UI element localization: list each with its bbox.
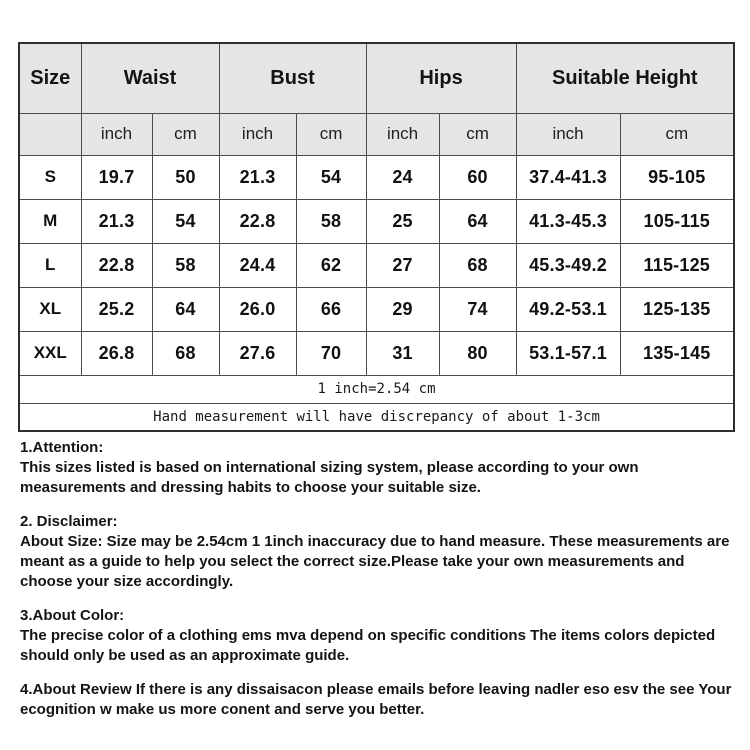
value-cell: 68	[152, 331, 219, 375]
value-cell: 105-115	[620, 199, 734, 243]
note-row-inch-conversion	[19, 375, 734, 403]
section-body: About Size: Size may be 2.54cm 1 1inch inaccuracy due to hand measure. These measurements are meant as a guide to help you select the correct size.Please take your own measurements and choose your size accordingly.	[20, 533, 730, 590]
size-chart-table	[18, 42, 735, 432]
value-cell: 68	[439, 243, 516, 287]
value-cell: 64	[439, 199, 516, 243]
value-cell: 70	[296, 331, 366, 375]
value-cell: 54	[152, 199, 219, 243]
size-cell: L	[19, 243, 81, 287]
size-cell: XL	[19, 287, 81, 331]
value-cell: 37.4-41.3	[516, 155, 620, 199]
unit-header-row	[19, 113, 734, 155]
value-cell: 41.3-45.3	[516, 199, 620, 243]
unit-header: cm	[439, 113, 516, 155]
table-row-s	[19, 155, 734, 199]
value-cell: 80	[439, 331, 516, 375]
section-heading: 3.About Color:	[20, 607, 125, 624]
value-cell: 19.7	[81, 155, 152, 199]
unit-header: inch	[219, 113, 296, 155]
value-cell: 115-125	[620, 243, 734, 287]
value-cell: 22.8	[219, 199, 296, 243]
header-row	[19, 43, 734, 113]
value-cell: 58	[152, 243, 219, 287]
value-cell: 27	[366, 243, 439, 287]
value-cell: 25.2	[81, 287, 152, 331]
table-row-l	[19, 243, 734, 287]
unit-header: inch	[81, 113, 152, 155]
section-about-color	[20, 606, 734, 666]
value-cell: 45.3-49.2	[516, 243, 620, 287]
value-cell: 31	[366, 331, 439, 375]
table-row-xxl	[19, 331, 734, 375]
value-cell: 62	[296, 243, 366, 287]
note-row-hand-measurement	[19, 403, 734, 431]
column-header-hips: Hips	[366, 43, 516, 113]
unit-header-empty	[19, 113, 81, 155]
unit-header: cm	[152, 113, 219, 155]
section-about-review	[20, 680, 734, 720]
column-header-bust: Bust	[219, 43, 366, 113]
value-cell: 26.8	[81, 331, 152, 375]
section-body: 4.About Review If there is any dissaisacon please emails before leaving nadler eso esv the see Your ecognition w make us more conent and serve you better.	[20, 681, 732, 718]
section-disclaimer	[20, 512, 734, 592]
value-cell: 24	[366, 155, 439, 199]
section-heading: 2. Disclaimer:	[20, 513, 118, 530]
column-header-suitable-height: Suitable Height	[516, 43, 734, 113]
value-cell: 64	[152, 287, 219, 331]
section-body: The precise color of a clothing ems mva depend on specific conditions The items colors depicted should only be used as an approximate guide.	[20, 627, 716, 664]
section-attention	[20, 438, 734, 498]
info-sections	[20, 438, 734, 734]
section-body: This sizes listed is based on international sizing system, please according to your own measurements and dressing habits to choose your suitable size.	[20, 459, 639, 496]
size-cell: M	[19, 199, 81, 243]
unit-header: inch	[516, 113, 620, 155]
column-header-size: Size	[19, 43, 81, 113]
value-cell: 66	[296, 287, 366, 331]
value-cell: 25	[366, 199, 439, 243]
column-header-waist: Waist	[81, 43, 219, 113]
value-cell: 26.0	[219, 287, 296, 331]
table-row-xl	[19, 287, 734, 331]
section-heading: 1.Attention:	[20, 439, 104, 456]
value-cell: 58	[296, 199, 366, 243]
value-cell: 29	[366, 287, 439, 331]
value-cell: 95-105	[620, 155, 734, 199]
value-cell: 21.3	[219, 155, 296, 199]
unit-header: inch	[366, 113, 439, 155]
value-cell: 125-135	[620, 287, 734, 331]
value-cell: 24.4	[219, 243, 296, 287]
size-cell: XXL	[19, 331, 81, 375]
size-cell: S	[19, 155, 81, 199]
value-cell: 60	[439, 155, 516, 199]
value-cell: 21.3	[81, 199, 152, 243]
value-cell: 27.6	[219, 331, 296, 375]
value-cell: 74	[439, 287, 516, 331]
value-cell: 135-145	[620, 331, 734, 375]
unit-header: cm	[620, 113, 734, 155]
note-cell: Hand measurement will have discrepancy of about 1-3cm	[19, 403, 734, 431]
unit-header: cm	[296, 113, 366, 155]
table-row-m	[19, 199, 734, 243]
value-cell: 22.8	[81, 243, 152, 287]
value-cell: 53.1-57.1	[516, 331, 620, 375]
value-cell: 49.2-53.1	[516, 287, 620, 331]
value-cell: 54	[296, 155, 366, 199]
note-cell: 1 inch=2.54 cm	[19, 375, 734, 403]
value-cell: 50	[152, 155, 219, 199]
